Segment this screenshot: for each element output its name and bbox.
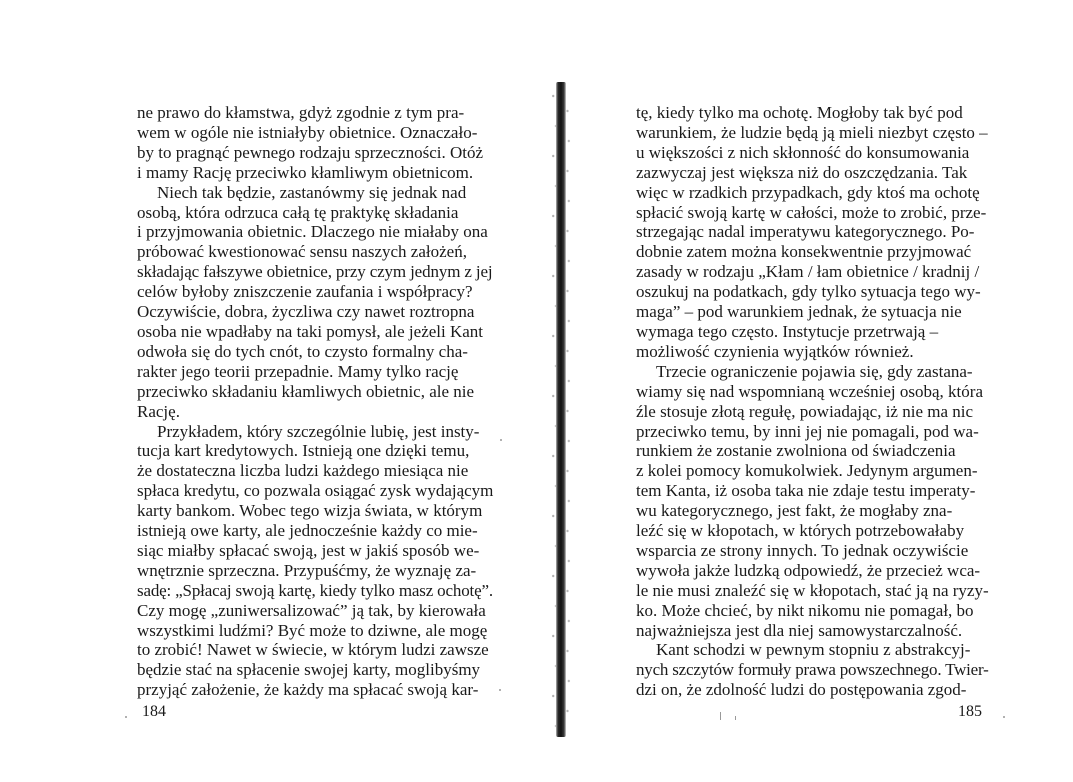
book-gutter [556,82,566,737]
text-line: wem w ogóle nie istniałyby obietnice. Oznaczało- [137,122,478,142]
text-line: wnętrznie sprzeczna. Przypuśćmy, że wyznaję za- [137,560,477,580]
text-line: możliwość czynienia wyjątków również. [636,341,914,361]
text-line: celów byłoby zniszczenie zaufania i współpracy? [137,282,473,302]
text-line: by to pragnąć pewnego rodzaju sprzeczności. Otóż [137,142,484,162]
left-page-text [137,103,493,700]
text-line: wywoła jakże ludzką odpowiedź, że przecież wca- [636,560,981,580]
text-line: maga” – pod warunkiem jednak, że sytuacja nie [636,302,962,322]
text-line: Oczywiście, dobra, życzliwa czy nawet roztropna [137,302,475,322]
text-line: tę, kiedy tylko ma ochotę. Mogłoby tak być pod [636,103,963,122]
text-line: oszukuj na podatkach, gdy tylko sytuacja tego wy- [636,282,981,302]
text-line: Przykładem, który szczególnie lubię, jest insty- [157,421,480,441]
text-line: zazwyczaj jest większa niż do oszczędzania. Tak [636,162,968,182]
scan-speck [125,716,127,718]
text-line: osoba nie wpadłaby na taki pomysł, ale jeżeli Kant [137,321,484,341]
text-line: źle stosuje złotą regułę, powiadając, iż nie ma nic [636,401,974,421]
text-line: że dostateczna liczba ludzi każdego miesiąca nie [137,461,469,481]
text-line: zasady w rodzaju „Kłam / łam obietnice / kradnij / [636,262,980,282]
scan-speck [735,716,736,720]
text-line: tem Kanta, iż osoba taka nie zdaje testu imperaty- [636,481,976,501]
text-line: dobnie zatem można konsekwentnie przyjmować [636,242,972,262]
text-line: warunkiem, że ludzie będą ją mieli niezbyt często – [636,122,988,142]
text-line: wymaga tego często. Instytucje przetrwają – [636,321,939,341]
text-line: wu kategorycznego, jest fakt, że mogłaby zna- [636,501,953,521]
text-line: siąc miałby spłacać swoją, jest w jakiś sposób we- [137,540,480,560]
text-line: ko. Może chcieć, by nikt nikomu nie pomagał, bo [636,600,974,620]
text-line: próbować kwestionować sensu naszych założeń, [137,242,467,262]
text-line: i mamy Rację przeciwko kłamliwym obietnicom. [137,162,474,182]
text-line: składając fałszywe obietnice, przy czym jednym z jej [137,262,493,282]
text-line: przeciwko temu, by inni jej nie pomagali, pod wa- [636,421,979,441]
text-line: runkiem że zostanie zwolniona od świadczenia [636,441,956,461]
text-line: Niech tak będzie, zastanówmy się jednak nad [157,182,467,202]
scan-speck [500,439,502,441]
text-line: istnieją owe karty, ale jednocześnie każdy co mie- [137,521,478,541]
text-line: Kant schodzi w pewnym stopniu z abstrakcyj- [656,640,971,660]
text-line: spłaca kredytu, co pozwala osiągać zysk wydającym [137,481,494,501]
text-line: Rację. [137,401,180,421]
text-line: sadę: „Spłacaj swoją kartę, kiedy tylko masz ochotę”. [137,580,493,600]
text-line: strzegając nadal imperatywu kategorycznego. Po- [636,222,975,242]
text-line: najważniejsza jest dla niej samowystarczalność. [636,620,963,640]
text-line: ne prawo do kłamstwa, gdyż zgodnie z tym pra- [137,103,465,122]
text-line: dzi on, że zdolność ludzi do postępowania zgod- [636,680,967,700]
text-line: Czy mogę „zuniwersalizować” ją tak, by kierowała [137,600,486,620]
text-line: przyjąć założenie, że każdy ma spłacać swoją kar- [137,680,479,700]
text-line: Trzecie ograniczenie pojawia się, gdy zastana- [656,361,973,381]
text-line: z kolei pomocy komukolwiek. Jedynym argumen- [636,461,978,481]
text-line: to zrobić! Nawet w świecie, w którym ludzi zawsze [137,640,489,660]
text-line: więc w rzadkich przypadkach, gdy ktoś ma ochotę [636,182,980,202]
text-line: i przyjmowania obietnic. Dlaczego nie miałaby ona [137,222,488,242]
scan-speck [499,689,501,691]
text-line: wszystkimi ludźmi? Być może to dziwne, ale mogę [137,620,488,640]
text-line: u większości z nich skłonność do konsumowania [636,142,970,162]
right-page-text [636,103,989,700]
text-line: wiamy się nad wspomnianą wcześniej osobą, która [636,381,983,401]
scan-speck [1003,716,1005,718]
text-line: odwoła się do tych cnót, to czysto formalny cha- [137,341,468,361]
text-line: leźć się w kłopotach, w których potrzebowałaby [636,521,965,541]
right-page-number: 185 [958,703,982,720]
left-page-number: 184 [142,703,166,720]
text-line: le nie musi znaleźć się w kłopotach, stać ją na ryzy- [636,580,989,600]
scan-speck [720,712,721,720]
text-line: rakter jego teorii przepadnie. Mamy tylko rację [137,361,459,381]
text-line: spłacić swoją kartę w całości, może to zrobić, prze- [636,202,987,222]
text-line: tucja kart kredytowych. Istnieją one dzięki temu, [137,441,470,461]
text-line: karty bankom. Wobec tego wizja świata, w którym [137,501,483,521]
text-line: osobą, która odrzuca całą tę praktykę składania [137,202,459,222]
text-line: nych szczytów formuły prawa powszechnego. Twier- [636,660,989,680]
text-line: wsparcia ze strony innych. To jednak oczywiście [636,540,969,560]
text-line: przeciwko składaniu kłamliwych obietnic, ale nie [137,381,475,401]
text-line: będzie stać na spłacenie swojej karty, moglibyśmy [137,660,481,680]
